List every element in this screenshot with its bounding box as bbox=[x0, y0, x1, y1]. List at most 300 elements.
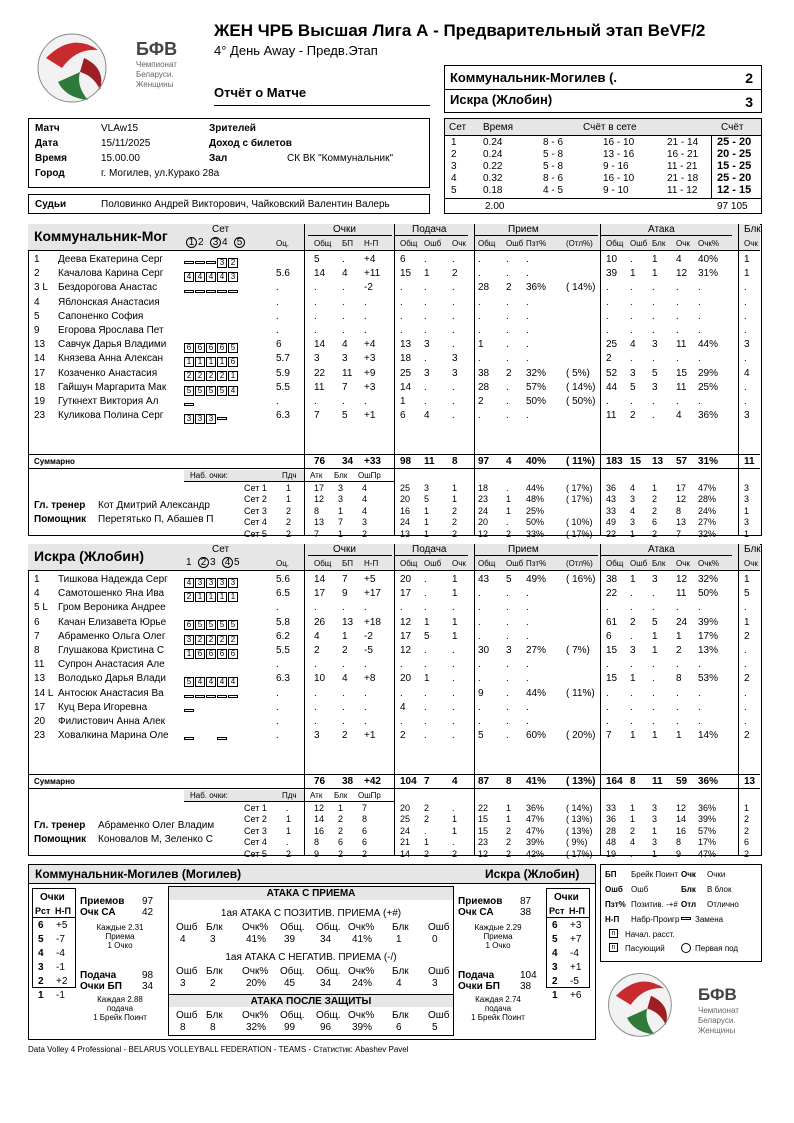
set-blk: 2 bbox=[744, 814, 750, 825]
logo-bottom-text: БФВ bbox=[698, 985, 737, 1004]
set-att: 4 bbox=[630, 483, 636, 493]
sum-att: 164 bbox=[606, 776, 623, 787]
set-att: 3 bbox=[630, 517, 636, 528]
att: . bbox=[698, 296, 701, 308]
pts: . bbox=[342, 325, 345, 336]
att: 14% bbox=[698, 730, 719, 742]
pts: . bbox=[342, 701, 345, 713]
srv: 1 bbox=[452, 630, 458, 642]
set-position: 5 bbox=[217, 620, 227, 630]
set-position: 6 bbox=[217, 649, 227, 659]
nab-val: 1 bbox=[286, 494, 292, 505]
att: 44% bbox=[698, 339, 719, 351]
sub-header: Общ bbox=[400, 239, 418, 248]
pts: . bbox=[342, 310, 345, 322]
rec: 57% bbox=[526, 381, 547, 393]
att: . bbox=[630, 630, 633, 642]
rec: . bbox=[526, 673, 529, 685]
srv: . bbox=[400, 659, 403, 671]
set-number: 2 bbox=[198, 237, 204, 248]
player-name: Володько Дарья Влади bbox=[58, 673, 166, 685]
player-name: Савчук Дарья Владими bbox=[58, 339, 167, 351]
srv: 17 bbox=[400, 630, 412, 642]
att: . bbox=[698, 716, 701, 727]
set-position: 6 bbox=[195, 343, 205, 353]
player-sets bbox=[184, 325, 274, 336]
set-rec: 15 bbox=[478, 825, 489, 836]
sub-header: Ошб bbox=[424, 239, 442, 248]
srv: . bbox=[424, 282, 427, 294]
coach-name: Кот Дмитрий Александр bbox=[98, 500, 210, 511]
set-srv: 1 bbox=[452, 814, 458, 825]
sub-header: Очк bbox=[676, 239, 690, 248]
att: . bbox=[652, 588, 655, 600]
set-blk: 1 bbox=[744, 803, 750, 813]
player-sets bbox=[184, 339, 274, 350]
srv: . bbox=[452, 282, 455, 294]
att: . bbox=[606, 325, 609, 336]
set-att: 19 bbox=[606, 848, 617, 859]
match-city: г. Могилев, ул.Курако 28а bbox=[101, 168, 220, 179]
legend-desc: В блок bbox=[707, 885, 732, 894]
player-sets bbox=[184, 673, 274, 687]
att: . bbox=[698, 602, 701, 614]
set-position: 1 bbox=[228, 592, 238, 602]
sub-bar bbox=[217, 695, 227, 698]
stat-note: Каждая 2.88 bbox=[97, 995, 143, 1004]
blk: . bbox=[744, 687, 747, 699]
col-serve: Подача bbox=[412, 224, 447, 235]
att: . bbox=[606, 296, 609, 308]
col-attack: Атака bbox=[648, 544, 675, 555]
set-position: 1 bbox=[195, 592, 205, 602]
att: 2 bbox=[630, 616, 636, 628]
att: 38 bbox=[606, 574, 618, 585]
nab-val: 6 bbox=[362, 825, 368, 836]
player-vote: . bbox=[276, 701, 279, 713]
att: . bbox=[606, 701, 609, 713]
rec: . bbox=[506, 616, 509, 628]
rec: 50% bbox=[526, 396, 547, 407]
date-label: Дата bbox=[35, 138, 59, 149]
blk: 1 bbox=[744, 616, 750, 628]
stat-val: 34 bbox=[142, 981, 154, 992]
legend-desc: Пасующий bbox=[625, 944, 665, 953]
blk: . bbox=[744, 310, 747, 322]
vrule bbox=[474, 544, 475, 856]
sum-att: 11 bbox=[652, 776, 663, 787]
att: 3 bbox=[652, 574, 658, 585]
pts-hdr: Рст bbox=[549, 906, 565, 916]
set-att: 4 bbox=[630, 837, 636, 848]
rot-num: 5 bbox=[552, 934, 558, 945]
pts-hdr: Н-П bbox=[569, 906, 585, 916]
vrule bbox=[738, 544, 739, 856]
set-position: 2 bbox=[217, 635, 227, 645]
sets-hdr-time: Время bbox=[483, 122, 514, 133]
spectators-label: Зрителей bbox=[209, 123, 256, 134]
set-srv: 16 bbox=[400, 505, 411, 516]
att: 15 bbox=[606, 645, 618, 656]
rec: . bbox=[526, 296, 529, 308]
srv: . bbox=[452, 325, 455, 336]
col-serve: Подача bbox=[412, 544, 447, 555]
stat-val: 97 bbox=[142, 896, 154, 907]
mid-hdr: Блк bbox=[206, 1010, 223, 1021]
set-rec: 18 bbox=[478, 483, 489, 493]
set-position: 2 bbox=[228, 635, 238, 645]
set-rec: . bbox=[506, 483, 509, 493]
sub-bar bbox=[184, 261, 194, 264]
pts: +11 bbox=[364, 268, 381, 280]
player-number: 17 bbox=[34, 367, 46, 379]
player-sets bbox=[184, 353, 274, 367]
match-date: 15/11/2025 bbox=[101, 138, 151, 149]
set-position: 3 bbox=[206, 414, 216, 424]
square-icon: n bbox=[609, 943, 618, 952]
att: . bbox=[676, 687, 679, 699]
judges-label: Судьи bbox=[35, 199, 67, 210]
rec: 44% bbox=[526, 687, 547, 699]
judges-names: Половинко Андрей Викторович, Чайковский Валентин Валерь bbox=[101, 199, 390, 210]
blk: 3 bbox=[744, 410, 750, 422]
rot-val: +1 bbox=[570, 962, 582, 973]
player-sets bbox=[184, 297, 274, 308]
sub-bar bbox=[217, 737, 227, 740]
set-rec: ( 10%) bbox=[566, 517, 593, 528]
player-name: Куц Вера Игоревна bbox=[58, 701, 148, 713]
att: . bbox=[676, 325, 679, 336]
player-name: Гуткнехт Виктория Ал bbox=[58, 396, 159, 407]
player-name: Абраменко Ольга Олег bbox=[58, 630, 166, 642]
srv: . bbox=[452, 730, 455, 742]
mid-r2: 45 bbox=[284, 978, 296, 989]
set-srv: 2 bbox=[424, 848, 430, 859]
sub-bar bbox=[217, 290, 227, 293]
legend-desc: Отлично bbox=[707, 900, 739, 909]
srv: 20 bbox=[400, 673, 412, 685]
player-number: 5 bbox=[34, 310, 40, 322]
legend-key: Н-П bbox=[605, 915, 620, 924]
set-position: 5 bbox=[195, 620, 205, 630]
nab-val: 2 bbox=[362, 528, 368, 539]
srv: 3 bbox=[452, 367, 458, 379]
set-att: 13 bbox=[676, 517, 687, 528]
player-vote: . bbox=[276, 602, 279, 614]
set-row-cell: 13 - 16 bbox=[603, 149, 635, 160]
rot-val: -4 bbox=[56, 948, 65, 959]
blk: 1 bbox=[744, 574, 750, 585]
legend-desc: Набр-Проигр bbox=[631, 915, 680, 924]
report-title: Отчёт о Матче bbox=[214, 85, 307, 100]
set-att: 24% bbox=[698, 505, 717, 516]
player-number: 23 bbox=[34, 410, 46, 422]
nab-val: 2 bbox=[286, 517, 292, 528]
set-att: 47% bbox=[698, 483, 717, 493]
rec: 28 bbox=[478, 282, 490, 294]
blk: 2 bbox=[744, 673, 750, 685]
pts-hdr: Рст bbox=[35, 906, 51, 916]
stat-val: 98 bbox=[142, 970, 154, 981]
player-sets bbox=[184, 716, 274, 727]
set-position: 4 bbox=[195, 677, 205, 687]
coach-name: Абраменко Олег Владим bbox=[98, 820, 215, 831]
pts: +18 bbox=[364, 616, 381, 628]
sub-bar bbox=[206, 261, 216, 264]
att: 11 bbox=[676, 339, 687, 351]
set-srv: 14 bbox=[400, 848, 411, 859]
att: 61 bbox=[606, 616, 618, 628]
mid-r3: 8 bbox=[210, 1022, 216, 1033]
nab-val: . bbox=[286, 837, 289, 848]
pts: 13 bbox=[342, 616, 354, 628]
player-number: 11 bbox=[34, 659, 45, 671]
assistant-label: Помощник bbox=[34, 834, 87, 845]
player-number: 3 L bbox=[34, 282, 48, 294]
att: . bbox=[652, 296, 655, 308]
set-rec: ( 17%) bbox=[566, 528, 593, 539]
set-blk: 2 bbox=[744, 825, 750, 836]
rec: . bbox=[478, 673, 481, 685]
pts-title: Очки bbox=[554, 892, 579, 903]
stat-note: 1 Очко bbox=[485, 941, 511, 950]
rec: 3 bbox=[506, 645, 512, 656]
legend-desc: Ошб bbox=[631, 885, 649, 894]
rot-num: 3 bbox=[38, 962, 44, 973]
nab-val: 2 bbox=[286, 528, 292, 539]
set-position: 1 bbox=[206, 592, 216, 602]
sum-blk: 11 bbox=[744, 456, 755, 467]
player-number: 1 bbox=[34, 254, 40, 265]
player-number: 8 bbox=[34, 645, 40, 656]
mid-hdr: Очк% bbox=[348, 1010, 375, 1021]
att: 50% bbox=[698, 588, 719, 600]
rot-num: 4 bbox=[552, 948, 558, 959]
player-name: Самотошенко Яна Ива bbox=[58, 588, 165, 600]
legend-desc: Очки bbox=[707, 870, 726, 879]
pts: . bbox=[364, 396, 367, 407]
set-srv: 1 bbox=[452, 494, 458, 505]
srv: 3 bbox=[424, 339, 430, 351]
set-srv: 2 bbox=[424, 803, 430, 813]
set-position: 3 bbox=[184, 414, 194, 424]
srv: . bbox=[424, 310, 427, 322]
sum-srv: 11 bbox=[424, 456, 435, 467]
player-sets bbox=[184, 645, 274, 656]
srv: 17 bbox=[400, 588, 412, 600]
mid-r3: 39% bbox=[352, 1022, 373, 1033]
stat-val: 42 bbox=[142, 907, 154, 918]
set-att: 22 bbox=[606, 528, 617, 539]
sub-bar bbox=[184, 290, 194, 293]
mid-hdr: Общ. bbox=[280, 922, 305, 933]
srv: 3 bbox=[452, 353, 458, 365]
rule bbox=[600, 555, 732, 556]
pts: 5 bbox=[314, 254, 320, 265]
set-row-cell: 0.24 bbox=[483, 137, 503, 148]
rec: . bbox=[526, 701, 529, 713]
srv: . bbox=[400, 716, 403, 727]
player-vote: . bbox=[276, 325, 279, 336]
set-position: 2 bbox=[206, 371, 216, 381]
rec: ( 50%) bbox=[566, 396, 596, 407]
set-srv: 25 bbox=[400, 483, 411, 493]
page-subtitle: 4° День Away - Предв.Этап bbox=[214, 43, 378, 58]
rec: ( 5%) bbox=[566, 367, 590, 379]
player-name: Куликова Полина Серг bbox=[58, 410, 164, 422]
rec: ( 16%) bbox=[566, 574, 596, 585]
mid-hdr: Очк% bbox=[242, 922, 269, 933]
set-att: 32% bbox=[698, 528, 717, 539]
sub-header: БП bbox=[342, 239, 353, 248]
att: 5 bbox=[652, 367, 658, 379]
set-row-cell: 8 - 6 bbox=[543, 137, 564, 148]
sum-pts: +42 bbox=[364, 776, 381, 787]
mid-hdr: Блк bbox=[392, 966, 409, 977]
col-attack: Атака bbox=[648, 224, 675, 235]
att: 11 bbox=[676, 588, 687, 600]
set-srv: 1 bbox=[452, 483, 458, 493]
set-att: 7 bbox=[676, 528, 682, 539]
nab-col: Пдч bbox=[282, 471, 297, 480]
rec: . bbox=[478, 701, 481, 713]
mid-hdr: Общ. bbox=[280, 966, 305, 977]
rot-val: -1 bbox=[56, 990, 65, 1001]
srv: 18 bbox=[400, 353, 412, 365]
vrule bbox=[474, 224, 475, 536]
rec: . bbox=[506, 254, 509, 265]
rot-num: 4 bbox=[38, 948, 44, 959]
sub-bar bbox=[184, 403, 194, 406]
rec: . bbox=[478, 616, 481, 628]
assistant-name: Перетятько П, Абашев П bbox=[98, 514, 214, 525]
player-name: Ховалкина Марина Оле bbox=[58, 730, 169, 742]
pts: -5 bbox=[364, 645, 373, 656]
col-block: Блк bbox=[744, 544, 761, 555]
set-position: 5 bbox=[184, 677, 194, 687]
pts: 11 bbox=[342, 367, 353, 379]
stat-note: Каждая 2.74 bbox=[475, 995, 521, 1004]
sum-att: 59 bbox=[676, 776, 688, 787]
sum-att: 8 bbox=[630, 776, 636, 787]
nab-val: 3 bbox=[362, 517, 368, 528]
stat-val: 104 bbox=[520, 970, 537, 981]
set-number: 4 bbox=[222, 237, 228, 248]
mid-r2: 24% bbox=[352, 978, 373, 989]
summary-label: Суммарно bbox=[34, 457, 75, 466]
set-att: 1 bbox=[630, 814, 636, 825]
rec: . bbox=[506, 659, 509, 671]
set-att: 3 bbox=[652, 837, 658, 848]
col-points: Очки bbox=[333, 544, 356, 555]
total-time: 2.00 bbox=[485, 201, 505, 212]
sub-header: Пзт% bbox=[526, 239, 547, 248]
att: 2 bbox=[676, 645, 682, 656]
set-position: 4 bbox=[184, 578, 194, 588]
set-att: 28 bbox=[606, 825, 617, 836]
player-sets bbox=[184, 688, 274, 699]
srv: . bbox=[424, 602, 427, 614]
sub-header: Общ bbox=[314, 559, 332, 568]
set-srv: 21 bbox=[400, 837, 411, 848]
rec: 30 bbox=[478, 645, 490, 656]
rec: ( 11%) bbox=[566, 687, 595, 699]
att: . bbox=[630, 325, 633, 336]
mid-r3: 8 bbox=[180, 1022, 186, 1033]
nab-val: 12 bbox=[314, 494, 325, 505]
sets-hdr-score: Счёт bbox=[721, 122, 744, 133]
set-rec: 1 bbox=[506, 494, 512, 505]
set-rec: 2 bbox=[506, 837, 512, 848]
pts: 4 bbox=[314, 630, 320, 642]
sub-bar bbox=[195, 261, 205, 264]
logo-text: БФВ bbox=[136, 39, 178, 59]
sum-rec: ( 13%) bbox=[566, 776, 596, 787]
rot-val: +2 bbox=[56, 976, 68, 987]
att: 13% bbox=[698, 645, 719, 656]
rec: . bbox=[506, 296, 509, 308]
rot-num: 1 bbox=[552, 990, 558, 1001]
att: . bbox=[676, 353, 679, 365]
srv: . bbox=[424, 381, 427, 393]
srv: 20 bbox=[400, 574, 412, 585]
srv: . bbox=[400, 602, 403, 614]
rec: 27% bbox=[526, 645, 547, 656]
player-number: 9 bbox=[34, 325, 40, 336]
nab-val: 1 bbox=[286, 825, 292, 836]
sub-bar bbox=[184, 709, 194, 712]
player-vote: 6.2 bbox=[276, 630, 290, 642]
logo-sub-3: Женщины bbox=[136, 80, 174, 89]
set-att: 2 bbox=[652, 494, 658, 505]
summary-label: Суммарно bbox=[34, 777, 75, 786]
player-number: 13 bbox=[34, 673, 46, 685]
rule bbox=[308, 555, 392, 556]
pts: +3 bbox=[364, 353, 376, 365]
att: . bbox=[698, 282, 701, 294]
srv: 1 bbox=[452, 616, 458, 628]
srv: . bbox=[424, 701, 427, 713]
mid-hdr: Очк% bbox=[348, 922, 375, 933]
mid-r1: 41% bbox=[352, 934, 373, 945]
att: . bbox=[698, 659, 701, 671]
sub-header: Общ bbox=[478, 559, 496, 568]
sum-att: 57 bbox=[676, 456, 688, 467]
stat-note: 1 Очко bbox=[107, 941, 133, 950]
rule bbox=[28, 468, 760, 469]
att: 17% bbox=[698, 630, 719, 642]
set-row-cell: 0.22 bbox=[483, 161, 503, 172]
att: 1 bbox=[676, 730, 682, 742]
player-number: 18 bbox=[34, 381, 46, 393]
mid-r3: 96 bbox=[320, 1022, 332, 1033]
set-blk: 3 bbox=[744, 483, 750, 493]
att: 1 bbox=[676, 630, 682, 642]
team1-score-name: Коммунальник-Могилев (. bbox=[450, 70, 618, 85]
set-att: 9 bbox=[676, 848, 682, 859]
srv: . bbox=[424, 716, 427, 727]
srv: . bbox=[452, 687, 455, 699]
att: 39 bbox=[606, 268, 618, 280]
pts: +5 bbox=[364, 574, 376, 585]
set-row-cell: 25 - 20 bbox=[717, 136, 752, 148]
rot-val: -4 bbox=[570, 948, 579, 959]
mid-r2: 34 bbox=[320, 978, 332, 989]
player-name: Сапоненко София bbox=[58, 310, 144, 322]
set-position: 5 bbox=[228, 343, 238, 353]
nab-val: 1 bbox=[338, 505, 344, 516]
set-row-label: Сет 2 bbox=[244, 814, 267, 825]
